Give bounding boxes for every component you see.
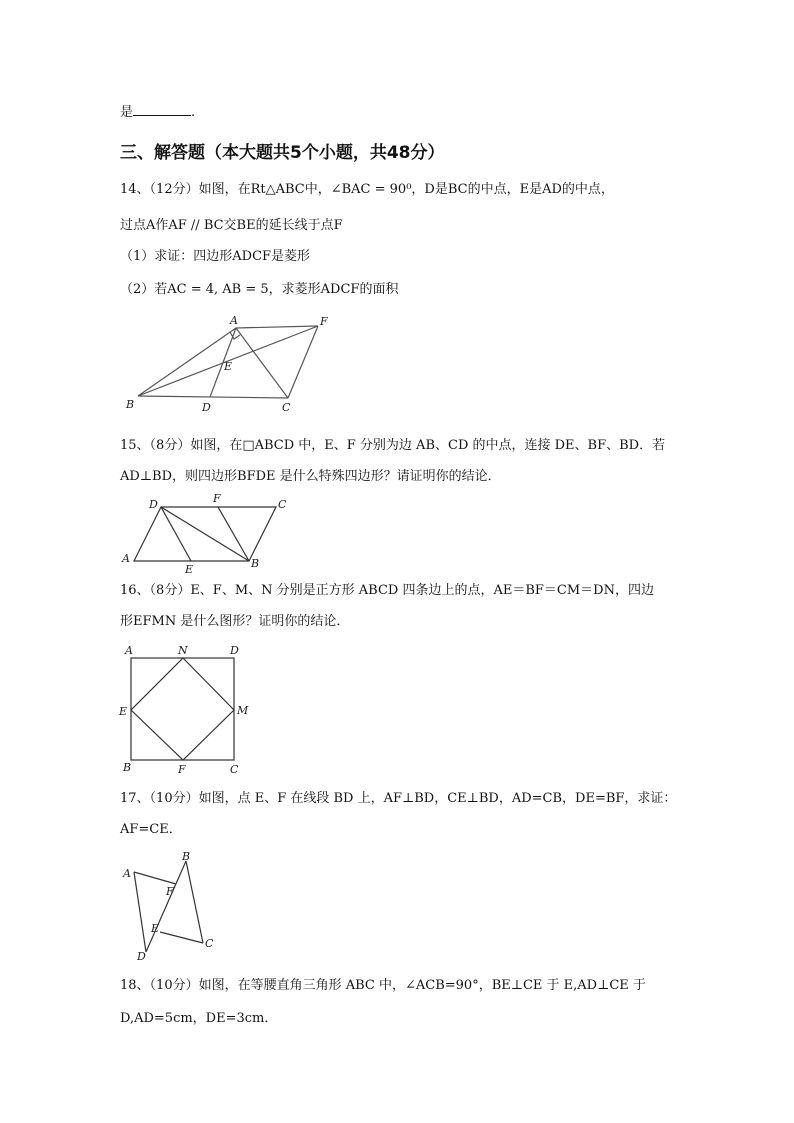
q16-figure <box>116 640 256 778</box>
q14-seg-af <box>236 326 318 328</box>
q14-seg-ac <box>236 328 288 398</box>
q17-line2: AF=CE． <box>120 822 182 837</box>
q18-line1: 18、（10分）如图，在等腰直角三角形 ABC 中，∠ACB=90°，BE⊥CE 于 E,AD⊥CE 于 <box>120 978 646 993</box>
q15-label-b: B <box>251 557 260 570</box>
q14-label-e: E <box>224 360 233 373</box>
q16-label-e: E <box>119 705 128 718</box>
q15-seg-de <box>161 507 191 561</box>
q15-line1: 15、（8分）如图，在□ABCD 中，E、F 分别为边 AB、CD 的中点，连接 DE、BF、BD．若 <box>120 438 666 453</box>
q18-line2: D,AD=5cm，DE=3cm． <box>120 1011 278 1026</box>
q17-seg-bc <box>186 861 203 943</box>
q16-square-abcd <box>131 658 234 760</box>
q14-part2: （2）若AC = 4, AB = 5，求菱形ADCF的面积 <box>120 282 399 297</box>
q16-label-f: F <box>178 763 186 776</box>
section-title: 三、解答题（本大题共5个小题，共48分） <box>120 143 445 163</box>
q14-label-f: F <box>320 315 328 328</box>
prev-line-suffix: . <box>191 105 196 120</box>
q16-label-a: A <box>125 644 133 657</box>
q16-label-b: B <box>123 761 132 774</box>
q16-label-m: M <box>237 704 249 717</box>
q15-figure <box>118 494 298 576</box>
prev-line-prefix: 是 <box>120 105 134 120</box>
q14-seg-ba <box>138 328 236 396</box>
q14-label-a: A <box>230 314 238 327</box>
q17-line1: 17、（10分）如图，点 E、F 在线段 BD 上，AF⊥BD，CE⊥BD，AD=CB，DE=BF，求证： <box>120 791 677 806</box>
q16-line1: 16、（8分）E、F、M、N 分别是正方形 ABCD 四条边上的点，AE＝BF＝CM＝DN，四边 <box>120 583 654 598</box>
q17-seg-bd <box>146 861 186 952</box>
q14-part1: （1）求证：四边形ADCF是菱形 <box>120 249 311 264</box>
answer-blank[interactable] <box>133 103 191 116</box>
q17-seg-ec <box>160 932 203 943</box>
q17-label-c: C <box>205 937 214 950</box>
q16-label-n: N <box>178 644 188 657</box>
q15-label-a: A <box>122 552 130 565</box>
q14-right-angle-mark <box>230 332 240 339</box>
q15-seg-db <box>161 507 249 561</box>
prev-question-tail <box>120 103 195 122</box>
q15-label-f: F <box>213 494 221 505</box>
q17-label-a: A <box>123 867 131 880</box>
q17-seg-af <box>134 872 176 884</box>
q14-seg-fc <box>288 326 318 398</box>
q16-label-c: C <box>230 763 239 776</box>
q17-label-f: F <box>166 885 174 898</box>
q14-seg-bc <box>138 396 288 398</box>
q15-line2: AD⊥BD，则四边形BFDE 是什么特殊四边形？请证明你的结论． <box>120 469 501 484</box>
q16-label-d: D <box>230 644 239 657</box>
q15-seg-fb <box>218 507 249 561</box>
q17-seg-ad <box>134 872 146 952</box>
q15-label-d: D <box>149 498 158 511</box>
q17-label-e: E <box>151 922 160 935</box>
q17-figure <box>118 846 228 964</box>
q14-line1: 14、（12分）如图，在Rt△ABC中，∠BAC = 90⁰，D是BC的中点，E是AD的中点， <box>120 182 614 197</box>
q14-label-d: D <box>202 401 211 414</box>
q14-label-c: C <box>282 401 291 414</box>
q16-quadrilateral-efmn <box>131 658 234 760</box>
q15-label-c: C <box>278 498 287 511</box>
q14-line2: 过点A作AF // BC交BE的延长线于点F <box>120 218 343 233</box>
q14-figure <box>118 312 338 417</box>
q17-label-d: D <box>137 950 146 963</box>
q17-label-b: B <box>182 850 191 863</box>
q16-line2: 形EFMN 是什么图形？证明你的结论． <box>120 614 350 629</box>
q15-label-e: E <box>185 563 194 576</box>
q14-label-b: B <box>126 398 135 411</box>
